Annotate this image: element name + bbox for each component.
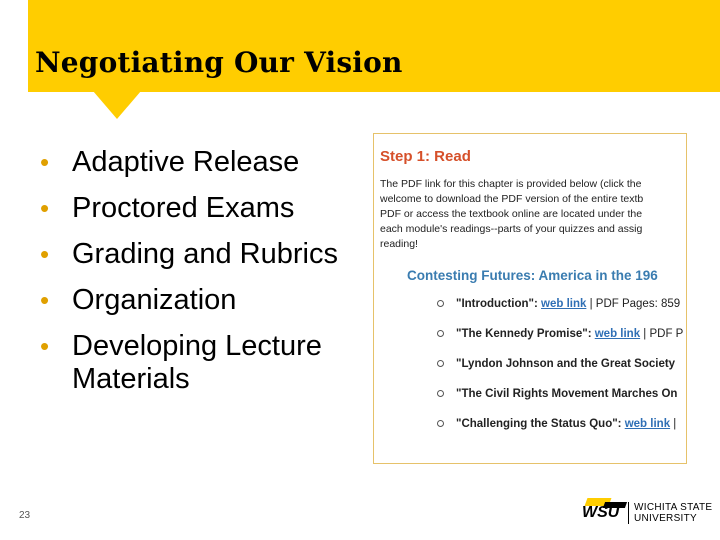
bullet-item: • Organization bbox=[40, 284, 237, 316]
header-notch bbox=[93, 91, 141, 119]
bullet-item: • Developing Lecture Materials bbox=[40, 330, 322, 395]
logo-divider bbox=[628, 502, 629, 524]
web-link[interactable]: web link bbox=[624, 418, 671, 430]
circle-bullet-icon bbox=[437, 390, 444, 397]
bullet-dot-icon: • bbox=[40, 285, 50, 315]
reading-item: "Lyndon Johnson and the Great Society bbox=[380, 349, 687, 379]
bullet-list bbox=[32, 146, 362, 409]
bullet-dot-icon: • bbox=[40, 147, 50, 177]
bullet-dot-icon: • bbox=[40, 193, 50, 223]
circle-bullet-icon bbox=[437, 300, 444, 307]
university-name: WICHITA STATE UNIVERSITY bbox=[634, 502, 713, 524]
reading-item: "The Civil Rights Movement Marches On bbox=[380, 379, 687, 409]
reading-item: "The Kennedy Promise": web link | PDF P bbox=[380, 319, 687, 349]
reading-list bbox=[380, 289, 687, 439]
header-left-margin bbox=[0, 0, 28, 92]
circle-bullet-icon bbox=[437, 360, 444, 367]
course-screenshot-panel bbox=[373, 133, 687, 464]
circle-bullet-icon bbox=[437, 330, 444, 337]
wsu-logo-icon: WSU bbox=[582, 502, 626, 524]
instructions-paragraph: The PDF link for this chapter is provided below (click the welcome to download the PDF version of the entire textb PDF or access the textbook online are located under the each module's readings--parts of your quizzes and assig reading! bbox=[380, 178, 644, 250]
reading-item: "Challenging the Status Quo": web link | bbox=[380, 409, 687, 439]
page-number: 23 bbox=[19, 510, 31, 521]
bullet-dot-icon: • bbox=[40, 239, 50, 269]
bullet-item: • Grading and Rubrics bbox=[40, 238, 338, 270]
bullet-dot-icon: • bbox=[40, 331, 50, 361]
web-link[interactable]: web link bbox=[541, 298, 587, 310]
step-heading: Step 1: Read bbox=[380, 148, 471, 165]
web-link[interactable]: web link bbox=[594, 328, 641, 340]
bullet-item: • Proctored Exams bbox=[40, 192, 295, 224]
section-title: Contesting Futures: America in the 196 bbox=[407, 268, 658, 283]
circle-bullet-icon bbox=[437, 420, 444, 427]
bullet-item: • Adaptive Release bbox=[40, 146, 300, 178]
reading-item: "Introduction": web link | PDF Pages: 859 bbox=[380, 289, 687, 319]
slide-title: Negotiating Our Vision bbox=[35, 46, 403, 79]
